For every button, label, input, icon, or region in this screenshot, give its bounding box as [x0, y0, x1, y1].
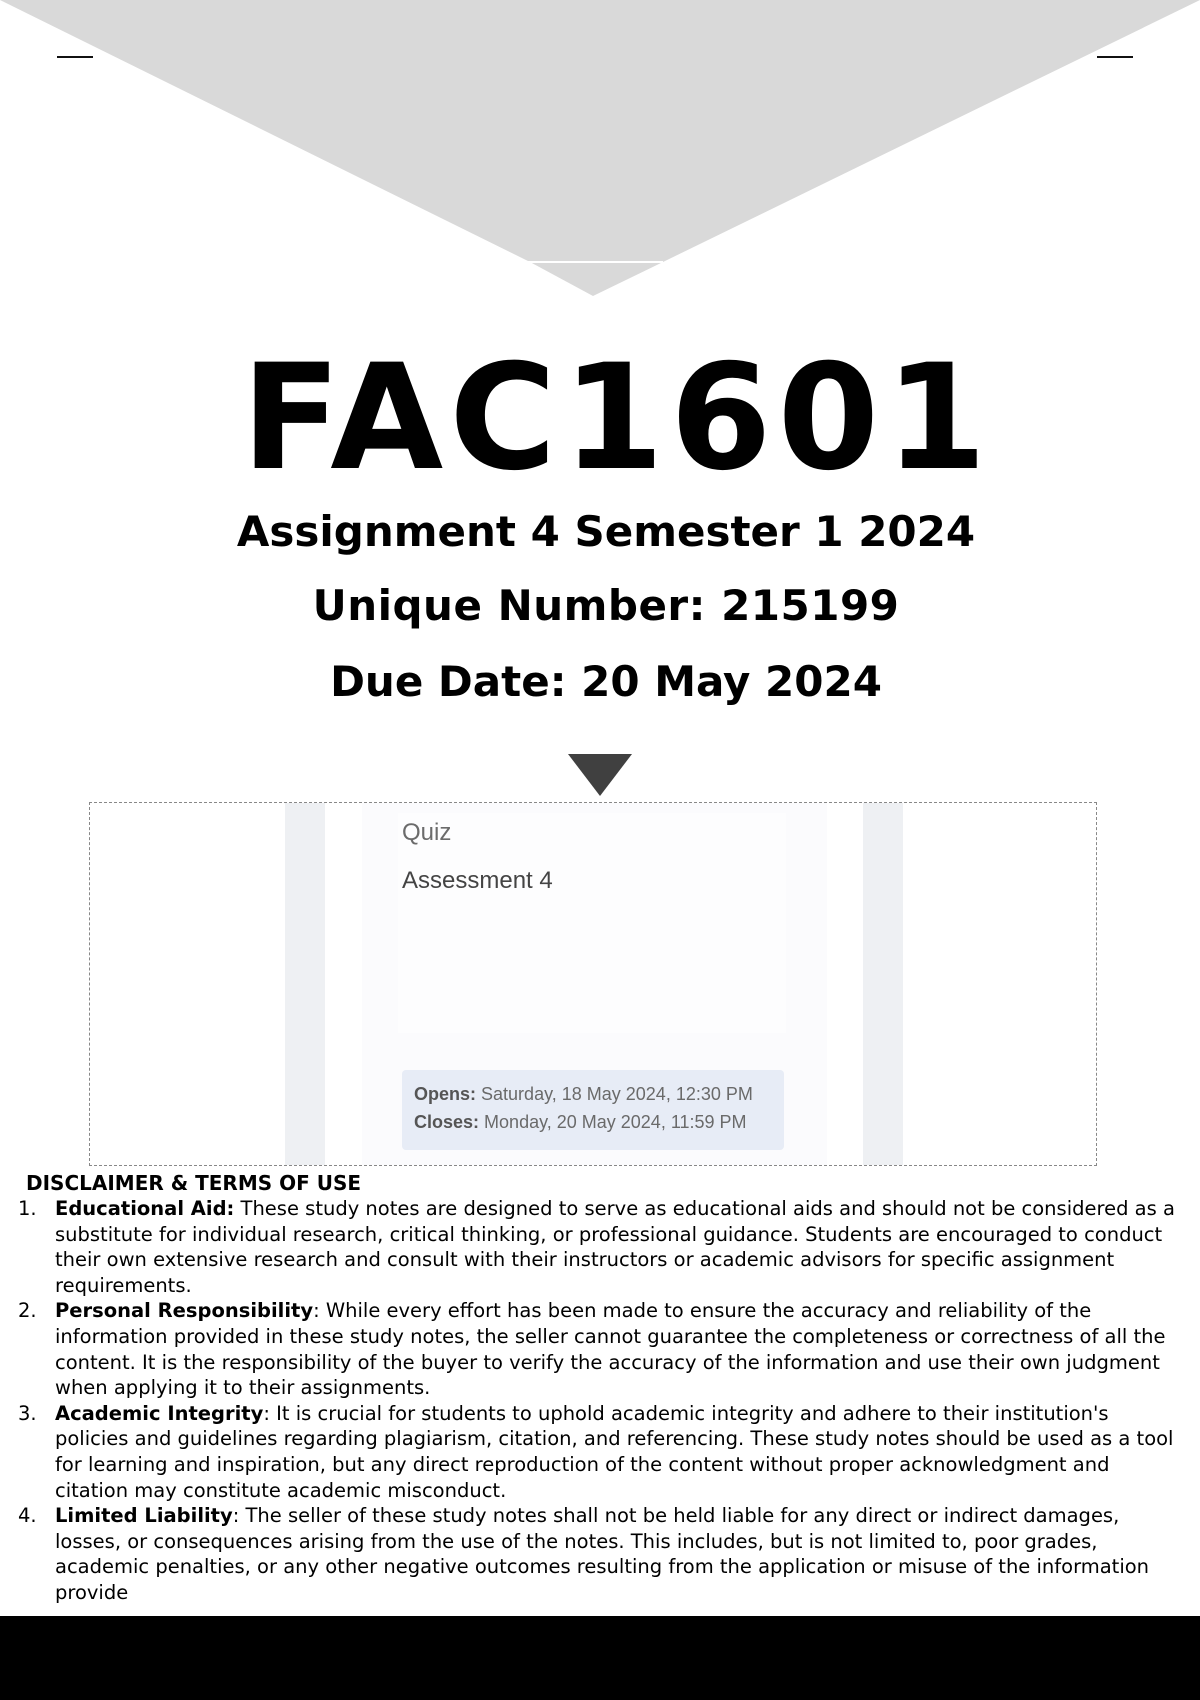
term-text: : It is crucial for students to uphold academic integrity and adhere to their institution's policies and guidelines regarding plagiarism, citation, and referencing. These study notes should be used as a tool for learning and inspiration, but any direct reproduction of the content without proper acknowledgment and citation may constitute academic misconduct. [55, 1401, 1174, 1502]
quiz-title-link[interactable]: Assessment 4 [402, 867, 553, 894]
term-item [0, 1503, 1200, 1605]
term-heading: Academic Integrity [55, 1401, 264, 1425]
unique-number-line: Unique Number: 215199 [312, 581, 900, 630]
term-text: : While every effort has been made to ensure the accuracy and reliability of the information provided in these study notes, the seller cannot guarantee the completeness or correctness of all the content. It is the responsibility of the buyer to verify the accuracy of the information and use their own judgment when applying it to their assignments. [55, 1299, 1166, 1400]
opens-label: Opens: [414, 1084, 477, 1104]
disclaimer-title: DISCLAIMER & TERMS OF USE [26, 1171, 362, 1195]
term-number: 3. [18, 1401, 37, 1425]
term-item [0, 1401, 1200, 1503]
term-number: 1. [18, 1197, 37, 1220]
closes-label: Closes: [414, 1112, 480, 1132]
quiz-screenshot [89, 802, 1097, 1166]
term-text: These study notes are designed to serve as educational aids and should not be considered as a substitute for individual research, critical thinking, or professional guidance. Students are encouraged to conduct their own extensive research and consult with their instructors or academic advisors for specific assignment requirements. [55, 1197, 1175, 1297]
top-chevron-banner [0, 0, 1200, 300]
corner-rule-right [1097, 56, 1133, 58]
closes-row [414, 1112, 747, 1133]
quiz-panel-inner [398, 813, 786, 1033]
terms-list [0, 1196, 1200, 1606]
side-strip-right [863, 803, 903, 1165]
term-text: : The seller of these study notes shall not be held liable for any direct or indirect damages, losses, or consequences arising from the use of the notes. This includes, but is not limited to, poor grades, academic penalties, or any other negative outcomes resulting from the application or misuse of the information provide [55, 1504, 1150, 1604]
opens-value: Saturday, 18 May 2024, 12:30 PM [481, 1084, 753, 1104]
down-triangle-icon [568, 754, 632, 796]
term-number: 4. [18, 1504, 37, 1528]
course-code-title: FAC1601 [241, 333, 993, 503]
side-strip-left [285, 803, 325, 1165]
assignment-line: Assignment 4 Semester 1 2024 [236, 507, 976, 556]
term-number: 2. [18, 1299, 37, 1323]
closes-value: Monday, 20 May 2024, 11:59 PM [484, 1112, 747, 1132]
term-heading: Personal Responsibility [55, 1299, 314, 1323]
term-item [0, 1298, 1200, 1400]
term-item [0, 1196, 1200, 1298]
term-heading: Educational Aid: [55, 1197, 235, 1220]
corner-rule-left [57, 56, 93, 58]
footer-bar [0, 1616, 1200, 1700]
term-heading: Limited Liability [55, 1504, 233, 1528]
due-date-line: Due Date: 20 May 2024 [330, 657, 882, 706]
quiz-dates-box [402, 1070, 784, 1150]
quiz-type-label: Quiz [402, 819, 452, 846]
opens-row [414, 1084, 753, 1105]
